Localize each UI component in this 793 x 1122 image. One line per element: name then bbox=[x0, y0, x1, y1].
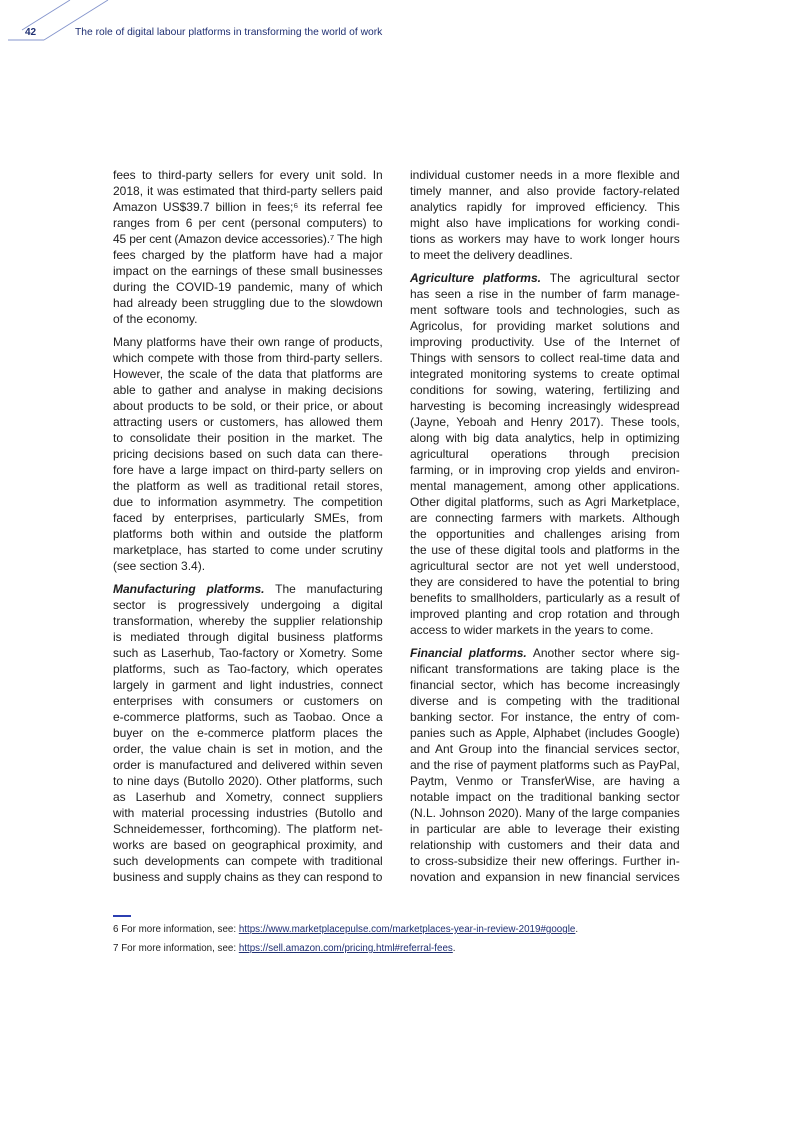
text-line-content bbox=[410, 725, 680, 741]
text-line bbox=[113, 741, 383, 757]
text-line-content bbox=[410, 199, 680, 215]
line-text: the opportunities and challenges arising from bbox=[410, 527, 680, 541]
text-line bbox=[410, 510, 680, 526]
text-line-content bbox=[113, 510, 383, 526]
line-text: Schneidemesser, forthcoming). The platform net- bbox=[113, 822, 383, 836]
text-line-content bbox=[113, 414, 383, 430]
text-line-content bbox=[410, 414, 680, 430]
text-line bbox=[410, 837, 680, 853]
text-line-content bbox=[113, 366, 383, 382]
text-line-content bbox=[410, 398, 680, 414]
text-line bbox=[410, 789, 680, 805]
text-line-content bbox=[410, 590, 680, 606]
text-line-content bbox=[113, 613, 383, 629]
line-text: sector is progressively undergoing a digital bbox=[113, 598, 383, 612]
text-line bbox=[410, 302, 680, 318]
text-line-content bbox=[410, 302, 680, 318]
text-line bbox=[113, 558, 383, 574]
line-text: nificant transformations are taking place is the bbox=[410, 662, 680, 676]
text-line-content bbox=[410, 574, 680, 590]
text-line-content bbox=[113, 693, 383, 709]
line-text: has seen a rise in the number of farm manage- bbox=[410, 287, 680, 301]
text-line bbox=[410, 286, 680, 302]
text-line bbox=[113, 853, 383, 869]
line-text: fees charged by the platform have had a major bbox=[113, 248, 383, 262]
text-line bbox=[113, 597, 383, 613]
text-line bbox=[113, 215, 383, 231]
line-text: notable impact on the traditional banking sector bbox=[410, 790, 680, 804]
text-line bbox=[410, 773, 680, 789]
text-line-content bbox=[113, 542, 383, 558]
line-text: conditions for sowing, watering, fertilizing and bbox=[410, 383, 680, 397]
line-text: largely in garment and light industries, connect bbox=[113, 678, 383, 692]
text-line-content bbox=[113, 581, 383, 597]
text-line bbox=[410, 741, 680, 757]
text-line bbox=[113, 510, 383, 526]
text-line-content bbox=[410, 853, 680, 869]
text-line-content bbox=[113, 350, 383, 366]
text-line-content bbox=[113, 279, 383, 295]
text-line-content bbox=[113, 629, 383, 645]
footnote-end: . bbox=[575, 924, 579, 935]
text-line-content bbox=[113, 869, 382, 885]
text-line bbox=[410, 382, 680, 398]
text-line bbox=[113, 183, 383, 199]
line-text: e-commerce platforms, such as Taobao. Once a bbox=[113, 710, 383, 724]
text-line-content bbox=[410, 558, 680, 574]
text-line bbox=[410, 478, 680, 494]
line-text: (N.L. Johnson 2020). Many of the large companies bbox=[410, 806, 680, 820]
line-text: such as Laserhub, Tao-factory or Xometry. Some bbox=[113, 646, 383, 660]
line-text: banking sector. For instance, the entry of com- bbox=[410, 710, 680, 724]
text-line-content bbox=[113, 462, 383, 478]
text-line-content bbox=[410, 622, 653, 638]
text-line-content bbox=[113, 446, 383, 462]
line-text: faced by enterprises, particularly SMEs, from bbox=[113, 511, 383, 525]
line-text: impact on the earnings of these small businesses bbox=[113, 264, 383, 278]
text-line-content bbox=[113, 247, 383, 263]
text-line bbox=[113, 311, 383, 327]
text-line bbox=[113, 350, 383, 366]
text-line-content bbox=[410, 350, 680, 366]
footnote-number: 7 bbox=[113, 943, 119, 954]
text-line-content bbox=[113, 215, 383, 231]
line-text: mental management, among other applications. bbox=[410, 479, 680, 493]
text-line bbox=[113, 725, 383, 741]
text-line-content bbox=[113, 597, 383, 613]
text-line-content bbox=[113, 263, 383, 279]
text-line-content bbox=[410, 757, 680, 773]
text-line-content bbox=[113, 295, 383, 311]
text-line bbox=[410, 661, 680, 677]
footnote-link[interactable]: https://sell.amazon.com/pricing.html#referral-fees bbox=[238, 943, 453, 954]
text-line-content bbox=[410, 645, 680, 661]
text-line-content bbox=[410, 606, 680, 622]
text-line bbox=[410, 231, 680, 247]
text-line-content bbox=[410, 286, 680, 302]
footnote-text: For more information, see: bbox=[121, 924, 237, 935]
section-paragraph bbox=[410, 645, 680, 885]
text-line-content bbox=[113, 334, 383, 350]
text-line bbox=[410, 645, 680, 661]
text-line bbox=[113, 167, 383, 183]
text-line bbox=[410, 805, 680, 821]
line-text: the platform as well as traditional retail stores, bbox=[113, 479, 383, 493]
line-text: Many platforms have their own range of products, bbox=[113, 335, 383, 349]
text-line bbox=[113, 231, 383, 247]
page-number: 42 bbox=[25, 27, 37, 38]
text-line bbox=[113, 773, 383, 789]
text-line-content bbox=[410, 366, 680, 382]
text-line-content bbox=[113, 382, 383, 398]
text-line bbox=[113, 494, 383, 510]
line-text: they are considered to have the potential to bring bbox=[410, 575, 680, 589]
line-text: Things with sensors to collect real-time data and bbox=[410, 351, 680, 365]
text-line bbox=[113, 581, 383, 597]
line-text: during the COVID-19 pandemic, many of which bbox=[113, 280, 383, 294]
text-line-content bbox=[113, 709, 383, 725]
text-line-content bbox=[410, 318, 680, 334]
line-text: such developments can compete with traditional bbox=[113, 854, 383, 868]
line-text: and the rise of payment platforms such as PayPal, bbox=[410, 758, 680, 772]
text-line-content bbox=[410, 215, 680, 231]
text-line-content bbox=[410, 869, 680, 885]
text-line-content bbox=[410, 510, 680, 526]
line-text: improved planting and crop rotation and through bbox=[410, 607, 680, 621]
line-text: platforms both within and outside the platform bbox=[113, 527, 383, 541]
line-text: novation and expansion in new financial services bbox=[410, 870, 680, 884]
line-text: marketplace, has started to come under scrutiny bbox=[113, 543, 383, 557]
text-line bbox=[113, 247, 383, 263]
line-text: 45 per cent (Amazon device accessories).⁷ The high bbox=[113, 232, 383, 246]
text-line-content bbox=[113, 837, 383, 853]
line-text: Agricolus, for providing market solutions and bbox=[410, 319, 680, 333]
text-line-content bbox=[410, 462, 680, 478]
text-line bbox=[113, 661, 383, 677]
text-line bbox=[410, 542, 680, 558]
text-line bbox=[113, 837, 383, 853]
line-text: to nine days (Butollo 2020). Other platforms, such bbox=[113, 774, 383, 788]
text-line-content bbox=[113, 757, 383, 773]
line-text: buyer on the e-commerce platform places the bbox=[113, 726, 383, 740]
text-line-content bbox=[113, 645, 383, 661]
text-line-content bbox=[113, 398, 383, 414]
line-text: 2018, it was estimated that third-party sellers paid bbox=[113, 184, 383, 198]
text-line bbox=[113, 613, 383, 629]
text-line-content bbox=[410, 821, 680, 837]
line-text: However, the scale of the data that platforms are bbox=[113, 367, 383, 381]
line-text: fore have a large impact on third-party sellers on bbox=[113, 463, 383, 477]
text-line bbox=[113, 677, 383, 693]
line-text: access to wider markets in the years to come. bbox=[410, 623, 654, 637]
text-line-content bbox=[410, 741, 680, 757]
text-line bbox=[113, 295, 383, 311]
text-line bbox=[410, 821, 680, 837]
text-line bbox=[410, 334, 680, 350]
line-text: to cross-subsidize their new offerings. Further in- bbox=[410, 854, 680, 868]
line-text: platforms, such as Tao-factory, which operates bbox=[113, 662, 383, 676]
text-line bbox=[410, 725, 680, 741]
text-line-content bbox=[410, 247, 573, 263]
text-line bbox=[410, 398, 680, 414]
text-line-content bbox=[113, 661, 383, 677]
text-line-content bbox=[113, 805, 383, 821]
footnote-number: 6 bbox=[113, 924, 119, 935]
text-line-content bbox=[410, 542, 680, 558]
line-text: individual customer needs in a more flexible and bbox=[410, 168, 680, 182]
line-text: agricultural operations through precision bbox=[410, 447, 680, 461]
text-line-content bbox=[410, 334, 680, 350]
text-line bbox=[410, 853, 680, 869]
text-line bbox=[410, 590, 680, 606]
line-text: able to gather and analyse in making decisions bbox=[113, 383, 383, 397]
text-line bbox=[410, 574, 680, 590]
text-line-content bbox=[113, 741, 383, 757]
line-text: order is manufactured and delivered within seven bbox=[113, 758, 383, 772]
text-line bbox=[113, 279, 383, 295]
text-line bbox=[410, 869, 680, 885]
text-line-content bbox=[113, 558, 205, 574]
text-line-content bbox=[410, 167, 680, 183]
text-column-right bbox=[410, 167, 680, 892]
text-line-content bbox=[410, 837, 680, 853]
text-line bbox=[113, 869, 383, 885]
text-line bbox=[410, 167, 680, 183]
text-line-content bbox=[113, 821, 383, 837]
text-line bbox=[113, 789, 383, 805]
footnote-6 bbox=[113, 923, 578, 937]
text-line bbox=[410, 318, 680, 334]
section-paragraph bbox=[113, 581, 383, 885]
text-line bbox=[113, 199, 383, 215]
text-line bbox=[113, 430, 383, 446]
text-line bbox=[113, 805, 383, 821]
text-line bbox=[410, 558, 680, 574]
text-line-content bbox=[113, 311, 198, 327]
text-line bbox=[410, 270, 680, 286]
line-text: relationship with customers and their data and bbox=[410, 838, 680, 852]
text-line bbox=[410, 606, 680, 622]
text-line bbox=[113, 645, 383, 661]
text-line-content bbox=[410, 773, 680, 789]
text-line-content bbox=[410, 446, 680, 462]
line-text: is mediated through digital business platforms bbox=[113, 630, 383, 644]
body-paragraph bbox=[113, 167, 383, 327]
text-line bbox=[410, 414, 680, 430]
text-line bbox=[410, 350, 680, 366]
line-text: order, the value chain is set in motion, and the bbox=[113, 742, 383, 756]
line-text: The manufacturing bbox=[275, 582, 383, 596]
text-line-content bbox=[113, 677, 383, 693]
line-text: financial sector, which has become increasingly bbox=[410, 678, 680, 692]
text-line bbox=[410, 183, 680, 199]
footnote-link[interactable]: https://www.marketplacepulse.com/marketplaces-year-in-review-2019#google bbox=[238, 924, 576, 935]
line-text: benefits to smallholders, particularly as a result of bbox=[410, 591, 680, 605]
running-title: The role of digital labour platforms in transforming the world of work bbox=[75, 27, 383, 38]
text-line bbox=[113, 446, 383, 462]
footnote-text: For more information, see: bbox=[121, 943, 237, 954]
paragraph-lead-in: Agriculture platforms. bbox=[410, 271, 541, 285]
line-text: attracting users or customers, has allowed them bbox=[113, 415, 383, 429]
text-line-content bbox=[410, 677, 680, 693]
text-line bbox=[410, 366, 680, 382]
text-line bbox=[113, 263, 383, 279]
line-text: Other digital platforms, such as Agri Marketplace, bbox=[410, 495, 680, 509]
line-text: to consolidate their position in the market. The bbox=[113, 431, 383, 445]
paragraph-lead-in: Manufacturing platforms. bbox=[113, 582, 265, 596]
line-text: diverse and is competing with the traditional bbox=[410, 694, 680, 708]
text-line bbox=[113, 709, 383, 725]
footnote-7 bbox=[113, 942, 456, 956]
text-line bbox=[113, 629, 383, 645]
text-line-content bbox=[410, 478, 680, 494]
text-line-content bbox=[410, 526, 680, 542]
text-line-content bbox=[410, 183, 680, 199]
text-line bbox=[410, 247, 680, 263]
text-line-content bbox=[113, 231, 382, 247]
line-text: about products to be sold, or their price, or about bbox=[113, 399, 383, 413]
line-text: in particular are able to leverage their existing bbox=[410, 822, 680, 836]
text-line bbox=[410, 709, 680, 725]
text-line bbox=[113, 334, 383, 350]
line-text: farming, or in improving crop yields and environ- bbox=[410, 463, 680, 477]
line-text: tions as workers may have to work longer hours bbox=[410, 232, 680, 246]
line-text: the use of these digital tools and platforms in the bbox=[410, 543, 680, 557]
line-text: Paytm, Venmo or TransferWise, are having a bbox=[410, 774, 680, 788]
line-text: which compete with those from third-party sellers. bbox=[113, 351, 383, 365]
line-text: (Jayne, Yeboah and Henry 2017). These tools, bbox=[410, 415, 680, 429]
line-text: had already been struggling due to the slowdown bbox=[113, 296, 383, 310]
text-line-content bbox=[410, 661, 680, 677]
line-text: to meet the delivery deadlines. bbox=[410, 248, 573, 262]
text-line-content bbox=[410, 270, 680, 286]
text-column-left bbox=[113, 167, 383, 892]
text-line bbox=[113, 398, 383, 414]
body-paragraph bbox=[410, 167, 680, 263]
text-line bbox=[113, 382, 383, 398]
text-line bbox=[410, 693, 680, 709]
line-text: (see section 3.4). bbox=[113, 559, 206, 573]
line-text: The agricultural sector bbox=[549, 271, 680, 285]
body-paragraph bbox=[113, 334, 383, 574]
text-line bbox=[410, 446, 680, 462]
text-line-content bbox=[113, 183, 383, 199]
text-line bbox=[113, 462, 383, 478]
line-text: with material processing industries (Butollo and bbox=[113, 806, 383, 820]
text-line-content bbox=[113, 526, 383, 542]
footnote-end: . bbox=[452, 943, 456, 954]
line-text: along with big data analytics, help in optimizing bbox=[410, 431, 680, 445]
line-text: Another sector where sig- bbox=[532, 646, 680, 660]
text-line-content bbox=[410, 494, 680, 510]
text-line-content bbox=[113, 167, 383, 183]
text-line bbox=[113, 693, 383, 709]
text-line-content bbox=[410, 693, 680, 709]
line-text: Amazon US$39.7 billion in fees;⁶ its referral fee bbox=[113, 200, 383, 214]
text-line bbox=[410, 622, 680, 638]
line-text: transformation, whereby the supplier relationship bbox=[113, 614, 383, 628]
text-line bbox=[410, 430, 680, 446]
line-text: analytics rapidly for improved efficiency. This bbox=[410, 200, 680, 214]
text-line-content bbox=[410, 709, 680, 725]
line-text: ranges from 6 per cent (personal computers) to bbox=[113, 216, 383, 230]
text-line bbox=[410, 677, 680, 693]
text-line bbox=[113, 757, 383, 773]
text-line-content bbox=[113, 789, 383, 805]
line-text: agricultural sector are not yet well understood, bbox=[410, 559, 680, 573]
text-line bbox=[113, 526, 383, 542]
line-text: fees to third-party sellers for every unit sold. In bbox=[113, 168, 383, 182]
text-line-content bbox=[113, 725, 383, 741]
line-text: and Ant Group into the financial services sector, bbox=[410, 742, 680, 756]
text-line bbox=[410, 494, 680, 510]
line-text: timely manner, and also provide factory-related bbox=[410, 184, 680, 198]
line-text: due to information asymmetry. The competition bbox=[113, 495, 383, 509]
line-text: enterprises with consumers or customers on bbox=[113, 694, 383, 708]
text-line bbox=[410, 526, 680, 542]
line-text: business and supply chains as they can respond to bbox=[113, 870, 383, 884]
text-line bbox=[113, 542, 383, 558]
line-text: are connecting farmers with markets. Although bbox=[410, 511, 680, 525]
line-text: as Laserhub and Xometry, connect suppliers bbox=[113, 790, 383, 804]
text-line bbox=[113, 821, 383, 837]
line-text: harvesting is becoming increasingly widespread bbox=[410, 399, 680, 413]
line-text: ment software tools and technologies, such as bbox=[410, 303, 680, 317]
text-line-content bbox=[410, 789, 680, 805]
text-line bbox=[113, 366, 383, 382]
text-line-content bbox=[410, 231, 680, 247]
text-line bbox=[410, 462, 680, 478]
section-paragraph bbox=[410, 270, 680, 638]
text-line-content bbox=[113, 199, 383, 215]
line-text: improving productivity. Use of the Internet of bbox=[410, 335, 680, 349]
text-line bbox=[410, 199, 680, 215]
line-text: pricing decisions based on such data can there- bbox=[113, 447, 383, 461]
text-line bbox=[113, 414, 383, 430]
footnote-rule bbox=[113, 915, 131, 917]
line-text: of the economy. bbox=[113, 312, 198, 326]
text-line-content bbox=[410, 430, 680, 446]
text-line-content bbox=[113, 773, 383, 789]
line-text: panies such as Apple, Alphabet (includes Google) bbox=[410, 726, 680, 740]
text-line bbox=[410, 215, 680, 231]
line-text: integrated monitoring systems to create optimal bbox=[410, 367, 680, 381]
text-line-content bbox=[410, 382, 680, 398]
paragraph-lead-in: Financial platforms. bbox=[410, 646, 527, 660]
text-line-content bbox=[113, 494, 383, 510]
text-line-content bbox=[410, 805, 680, 821]
line-text: works are based on geographical proximity, and bbox=[113, 838, 383, 852]
line-text: might also have implications for working condi- bbox=[410, 216, 680, 230]
text-line-content bbox=[113, 853, 383, 869]
text-line bbox=[113, 478, 383, 494]
text-line bbox=[410, 757, 680, 773]
text-line-content bbox=[113, 430, 383, 446]
text-line-content bbox=[113, 478, 383, 494]
